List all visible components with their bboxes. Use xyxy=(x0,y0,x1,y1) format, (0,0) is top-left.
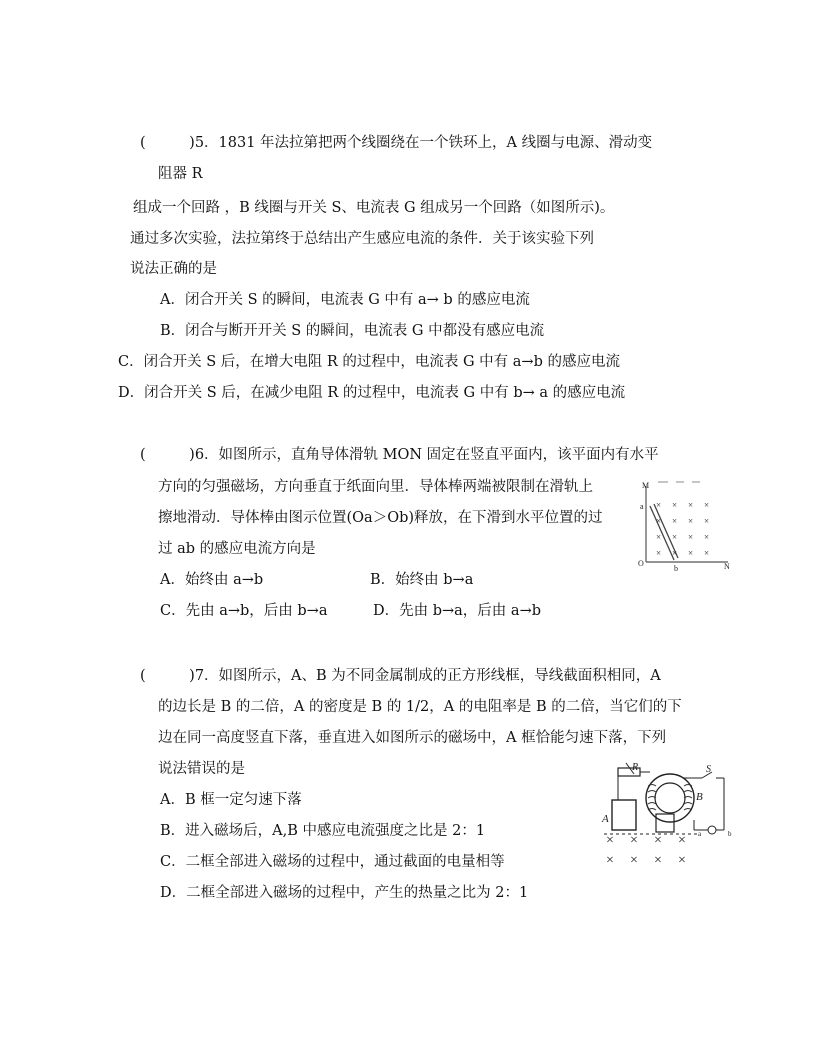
q6-option-d: D．先由 b→a，后由 a→b xyxy=(373,603,541,619)
q7-line-3: 边在同一高度竖直下落，垂直进入如图所示的磁场中，A 框恰能匀速下落，下列 xyxy=(158,730,667,746)
q7-field-cross: × xyxy=(630,833,638,848)
q7-label-a-node: a xyxy=(698,830,702,838)
q7-label-s: S xyxy=(706,764,711,775)
q6-field-cross: × xyxy=(672,500,678,510)
q7-line-2: 的边长是 B 的二倍，A 的密度是 B 的 1/2，A 的电阻率是 B 的二倍，当它们的下 xyxy=(158,699,682,715)
q6-label-n: N xyxy=(724,562,730,571)
q7-option-d: D．二框全部进入磁场的过程中，产生的热量之比为 2：1 xyxy=(160,885,529,901)
q6-line-4: 过 ab 的感应电流方向是 xyxy=(158,541,316,557)
q7-line-1: ( )7．如图所示，A、B 为不同金属制成的正方形线框，导线截面积相同，A xyxy=(140,668,661,684)
q6-field-cross: × xyxy=(656,532,662,542)
q7-label-a-frame: A xyxy=(602,813,609,825)
q7-field-cross: × xyxy=(630,853,638,868)
q6-field-cross: × xyxy=(688,500,694,510)
q6-field-cross: × xyxy=(704,500,710,510)
q6-field-cross: × xyxy=(688,516,694,526)
q5-line-1: ( )5．1831 年法拉第把两个线圈绕在一个铁环上，A 线圈与电源、滑动变 xyxy=(140,135,653,151)
q7-field-cross: × xyxy=(654,833,662,848)
q5-option-d: D．闭合开关 S 后，在减少电阻 R 的过程中，电流表 G 中有 b→ a 的感应电流 xyxy=(118,385,626,401)
q5-line-5: 说法正确的是 xyxy=(130,261,217,277)
q6-field-cross: × xyxy=(672,516,678,526)
q6-line-2: 方向的匀强磁场，方向垂直于纸面向里．导体棒两端被限制在滑轨上 xyxy=(158,479,593,495)
q7-figure xyxy=(598,760,738,872)
q5-option-a: A．闭合开关 S 的瞬间，电流表 G 中有 a→ b 的感应电流 xyxy=(160,292,530,308)
q7-label-b-frame: B xyxy=(696,791,703,803)
q7-option-a: A．B 框一定匀速下落 xyxy=(160,792,302,808)
q7-option-c: C．二框全部进入磁场的过程中，通过截面的电量相等 xyxy=(160,854,505,870)
q6-label-m: M xyxy=(642,481,650,490)
q7-line-4: 说法错误的是 xyxy=(158,761,245,777)
q6-line-3: 擦地滑动．导体棒由图示位置(Oa＞Ob)释放，在下滑到水平位置的过 xyxy=(158,510,603,526)
q7-field-cross: × xyxy=(654,853,662,868)
q6-field-cross: × xyxy=(672,548,678,558)
q7-field-cross: × xyxy=(606,853,614,868)
q6-option-a: A．始终由 a→b xyxy=(160,572,264,588)
q5-option-b: B．闭合与断开开关 S 的瞬间，电流表 G 中都没有感应电流 xyxy=(160,323,545,339)
q6-field-cross: × xyxy=(672,532,678,542)
q7-option-b: B．进入磁场后，A,B 中感应电流强度之比是 2：1 xyxy=(160,823,486,839)
q6-line-1: ( )6．如图所示，直角导体滑轨 MON 固定在竖直平面内，该平面内有水平 xyxy=(140,447,659,463)
q6-figure xyxy=(628,478,732,573)
q6-label-b: b xyxy=(674,564,678,573)
q7-label-b-node: b xyxy=(728,830,732,838)
q6-field-cross: × xyxy=(704,548,710,558)
q6-label-o: O xyxy=(638,559,644,568)
q6-field-cross: × xyxy=(688,548,694,558)
q7-label-r: R xyxy=(632,762,639,773)
q5-line-4: 通过多次实验，法拉第终于总结出产生感应电流的条件．关于该实验下列 xyxy=(130,231,594,247)
q6-field-cross: × xyxy=(656,516,662,526)
q6-label-a: a xyxy=(640,502,644,511)
q6-field-cross: × xyxy=(704,516,710,526)
q6-field-cross: × xyxy=(656,548,662,558)
q5-option-c: C．闭合开关 S 后，在增大电阻 R 的过程中，电流表 G 中有 a→b 的感应电流 xyxy=(118,354,620,370)
q5-line-2: 阻器 R xyxy=(158,166,203,182)
q6-field-cross: × xyxy=(704,532,710,542)
q7-field-cross: × xyxy=(606,833,614,848)
q5-line-3: 组成一个回路 ，B 线圈与开关 S、电流表 G 组成另一个回路（如图所示)。 xyxy=(133,200,615,216)
q6-field-cross: × xyxy=(688,532,694,542)
q6-option-c: C．先由 a→b，后由 b→a xyxy=(160,603,328,619)
q6-field-cross: × xyxy=(656,500,662,510)
q7-field-cross: × xyxy=(678,833,686,848)
q7-field-cross: × xyxy=(678,853,686,868)
q6-option-b: B．始终由 b→a xyxy=(370,572,474,588)
